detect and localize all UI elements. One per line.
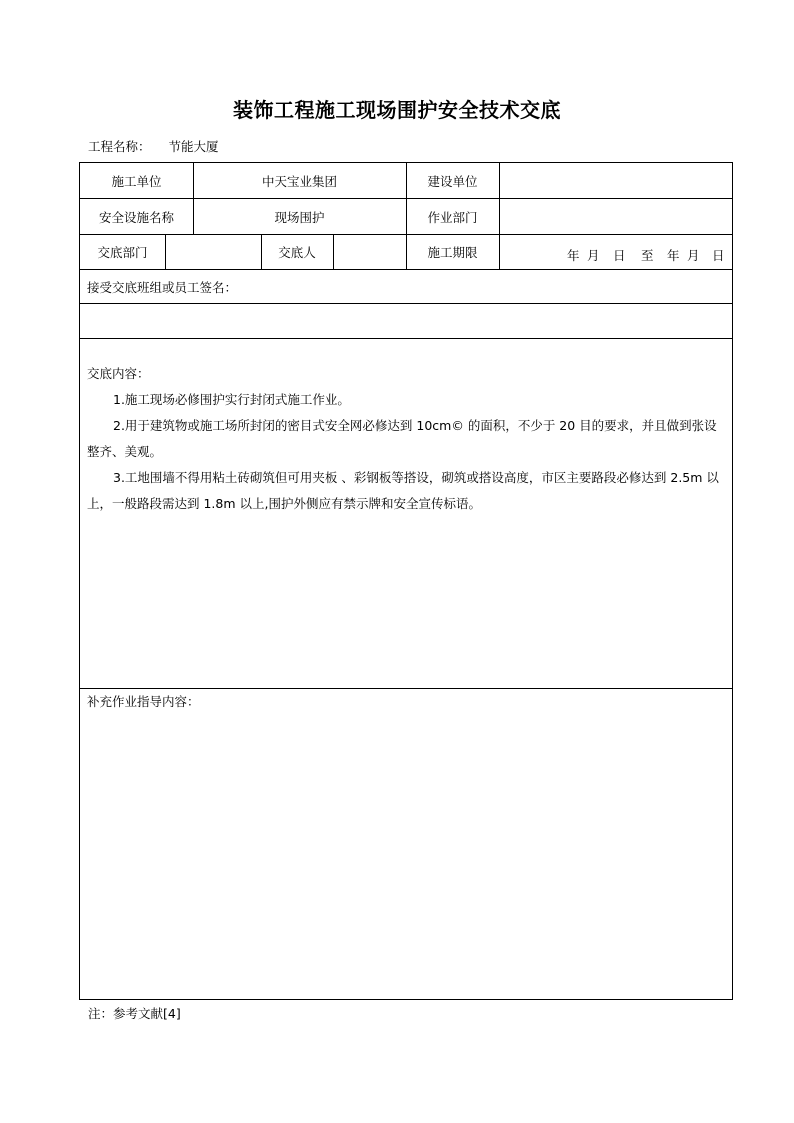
client-unit-value bbox=[499, 163, 732, 198]
project-line bbox=[88, 137, 219, 155]
period-day-end: 日 bbox=[712, 248, 725, 263]
project-label: 工程名称： bbox=[88, 139, 151, 154]
briefer-value bbox=[333, 235, 406, 269]
period-day-start: 日 bbox=[613, 248, 626, 263]
content-label: 交底内容： bbox=[87, 366, 150, 381]
document-title: 装饰工程施工现场围护安全技术交底 bbox=[233, 98, 561, 122]
period-year-start: 年 bbox=[567, 248, 580, 263]
content-item: 1.施工现场必修围护实行封闭式施工作业。 bbox=[113, 392, 350, 407]
briefer-label: 交底人 bbox=[278, 245, 316, 260]
period-month-end: 月 bbox=[687, 248, 700, 263]
footnote: 注：参考文献[4] bbox=[88, 1006, 181, 1021]
content-item: 3.工地围墙不得用粘土砖砌筑但可用夹板 、彩钢板等搭设，砌筑或搭设高度，市区主要路段必修达到 2.5m 以上，一般路段需达到 1.8m 以上,围护外侧应有禁示牌和安全宣传标语。 bbox=[87, 470, 719, 511]
facility-name-label: 安全设施名称 bbox=[98, 209, 174, 225]
briefing-dept-value bbox=[165, 235, 261, 269]
briefing-content bbox=[87, 361, 727, 517]
construction-unit-value: 中天宝业集团 bbox=[261, 173, 337, 189]
facility-name-value: 现场围护 bbox=[274, 209, 325, 225]
period-month-start: 月 bbox=[587, 248, 600, 263]
supplement-label: 补充作业指导内容： bbox=[87, 694, 200, 709]
project-name: 节能大厦 bbox=[168, 139, 219, 154]
period-to: 至 bbox=[641, 248, 654, 263]
briefing-dept-label: 交底部门 bbox=[97, 245, 148, 260]
briefing-form bbox=[79, 162, 733, 1000]
content-item: 2.用于建筑物或施工场所封闭的密目式安全网必修达到 10cm© 的面积，不少于 20 目的要求，并且做到张设整齐、美观。 bbox=[87, 418, 717, 459]
work-dept-value bbox=[499, 199, 732, 234]
period-label: 施工期限 bbox=[427, 245, 478, 260]
client-unit-label: 建设单位 bbox=[427, 173, 478, 189]
signature-label: 接受交底班组或员工签名： bbox=[87, 280, 238, 295]
period-year-end: 年 bbox=[667, 248, 680, 263]
construction-unit-label: 施工单位 bbox=[111, 173, 162, 189]
work-dept-label: 作业部门 bbox=[427, 209, 478, 225]
